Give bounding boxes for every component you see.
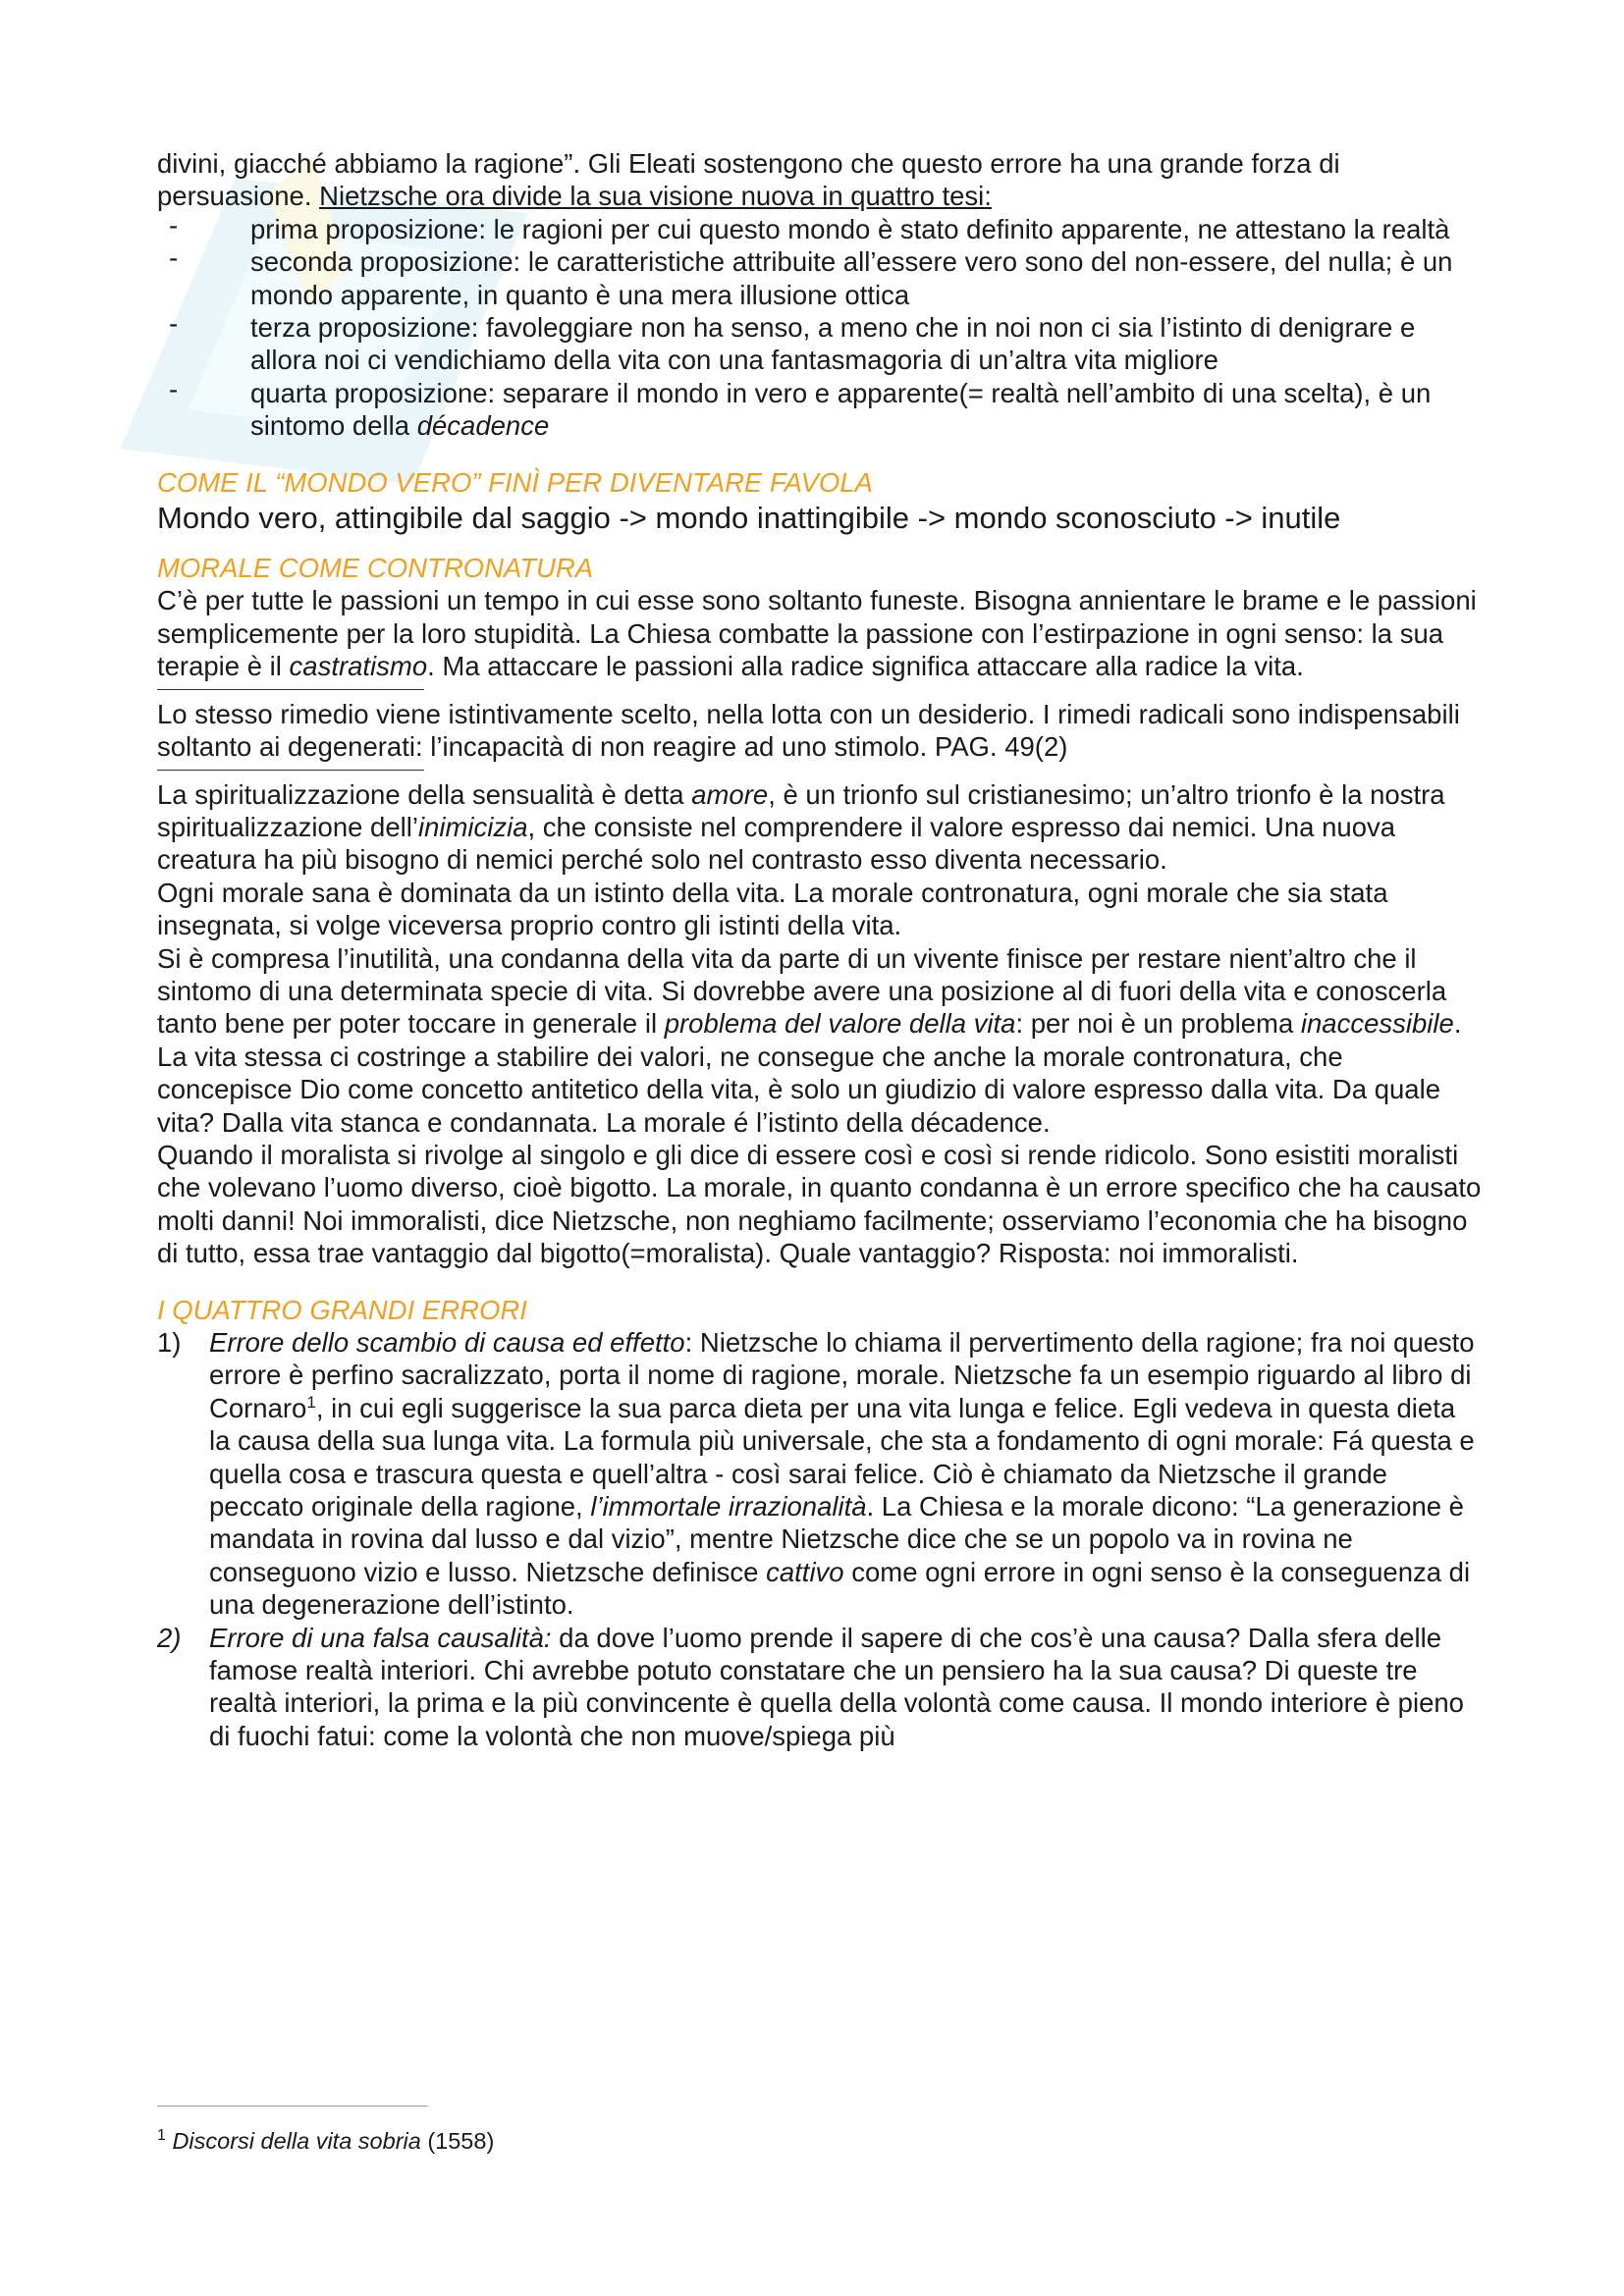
proposition-4: - quarta proposizione: separare il mondo in vero e apparente(= realtà nell’ambito di una scelta), è un sintomo della décadence xyxy=(157,377,1483,443)
error-item-1: 1) Errore dello scambio di causa ed effetto: Nietzsche lo chiama il pervertimento della ragione; fra noi questo errore è perfino sacralizzato, porta il nome di ragione, morale. Nietzsche fa un esempio riguardo al libro di Cornaro$^1$, in cui egli suggerisce la sua parca dieta per una vita lunga e felice. Egli vedeva in questa dieta la causa della sua lunga vita. La formula più universale, che sta a fondamento di ogni morale: Fá questa e quella cosa e trascura questa e quell’altra - così sarai felice. Ciò è chiamato da Nietzsche il grande peccato originale della ragione, l’immortale irrazionalità. La Chiesa e la morale dicono: “La generazione è mandata in rovina dal lusso e dal vizio”, mentre Nietzsche dice che se un popolo va in rovina ne conseguono vizio e lusso. Nietzsche definisce cattivo come ogni errore in ogni senso è la conseguenza di una degenerazione dell’istinto. xyxy=(157,1327,1475,1621)
divider xyxy=(157,770,424,771)
intro-line-2: persuasione. Nietzsche ora divide la sua visione nuova in quattro tesi: xyxy=(157,181,992,212)
paragraph: Si è compresa l’inutilità, una condanna della vita da parte di un vivente finisce per restare nient’altro che il sintomo di una determinata specie di vita. Si dovrebbe avere una posizione al di fuori della vita e conoscerla tanto bene per poter toccare in generale il problema del valore della vita: per noi è un problema inaccessibile. La vita stessa ci costringe a stabilire dei valori, ne consegue che anche la morale contronatura, che concepisce Dio come concetto antitetico della vita, è solo un giudizio di valore espresso dalla vita. Da quale vita? Dalla vita stanca e condannata. La morale é l’istinto della décadence. xyxy=(157,942,1462,1138)
divider xyxy=(157,689,424,690)
summary-line: Mondo vero, attingibile dal saggio -> mondo inattingibile -> mondo sconosciuto -> inutile xyxy=(157,501,1341,536)
proposition-2: - seconda proposizione: le caratteristiche attribuite all’essere vero sono del non-essere, del nulla; è un mondo apparente, in quanto è una mera illusione ottica xyxy=(157,245,1483,311)
proposition-1: - prima proposizione: le ragioni per cui questo mondo è stato definito apparente, ne attestano la realtà xyxy=(157,213,1483,245)
paragraph: Quando il moralista si rivolge al singolo e gli dice di essere così e così si rende ridicolo. Sono esistiti moralisti che volevano l’uomo diverso, cioè bigotto. La morale, in quanto condanna è un errore specifico che ha causato molti danni! Noi immoralisti, dice Nietzsche, non neghiamo facilmente; osserviamo l’economia che ha bisogno di tutto, essa trae vantaggio dal bigotto(=moralista). Quale vantaggio? Risposta: noi immoralisti. xyxy=(157,1139,1482,1269)
footnote: $^1$ Discorsi della vita sobria (1558) xyxy=(157,2127,495,2154)
paragraph: Ogni morale sana è dominata da un istinto della vita. La morale contronatura, ogni morale che sia stata insegnata, si volge viceversa proprio contro gli istinti della vita. xyxy=(157,877,1388,941)
paragraph: Lo stesso rimedio viene istintivamente scelto, nella lotta con un desiderio. I rimedi radicali sono indispensabili soltanto ai degenerati: l’incapacità di non reagire ad uno stimolo. PAG. 49(2) xyxy=(157,698,1460,763)
footnote-divider xyxy=(157,2106,428,2107)
error-item-2: 2) Errore di una falsa causalità: da dove l’uomo prende il sapere di che cos’è una causa? Dalla sfera delle famose realtà interiori. Chi avrebbe potuto constatare che un pensiero ha la sua causa? Di queste tre realtà interiori, la prima e la più convincente è quella della volontà come causa. Il mondo interiore è pieno di fuochi fatui: come la volontà che non muove/spiega più xyxy=(157,1622,1464,1751)
intro-line: divini, giacché abbiamo la ragione”. Gli Eleati sostengono che questo errore ha una grande forza di xyxy=(157,148,1340,179)
theses-intro: Nietzsche ora divide la sua visione nuova in quattro tesi: xyxy=(319,181,992,212)
section-heading: MORALE COME CONTRONATURA xyxy=(157,553,594,584)
paragraph: C’è per tutte le passioni un tempo in cui esse sono soltanto funeste. Bisogna annientare le brame e le passioni semplicemente per la loro stupidità. La Chiesa combatte la passione con l’estirpazione in ogni senso: la sua terapie è il castratismo. Ma attaccare le passioni alla radice significa attaccare alla radice la vita. xyxy=(157,585,1477,682)
footnote-ref[interactable]: 1 xyxy=(306,1392,316,1412)
paragraph: La spiritualizzazione della sensualità è detta amore, è un trionfo sul cristianesimo; un’altro trionfo è la nostra spiritualizzazione dell’inimicizia, che consiste nel comprendere il valore espresso dai nemici. Una nuova creatura ha più bisogno di nemici perché solo nel contrasto esso diventa necessario. xyxy=(157,778,1445,876)
section-heading: I QUATTRO GRANDI ERRORI xyxy=(157,1294,527,1325)
proposition-3: - terza proposizione: favoleggiare non ha senso, a meno che in noi non ci sia l’istinto di denigrare e allora noi ci vendichiamo della vita con una fantasmagoria di un’altra vita migliore xyxy=(157,311,1483,377)
section-heading: COME IL “MONDO VERO” FINÌ PER DIVENTARE FAVOLA xyxy=(157,466,873,498)
document-body xyxy=(157,147,1483,1752)
